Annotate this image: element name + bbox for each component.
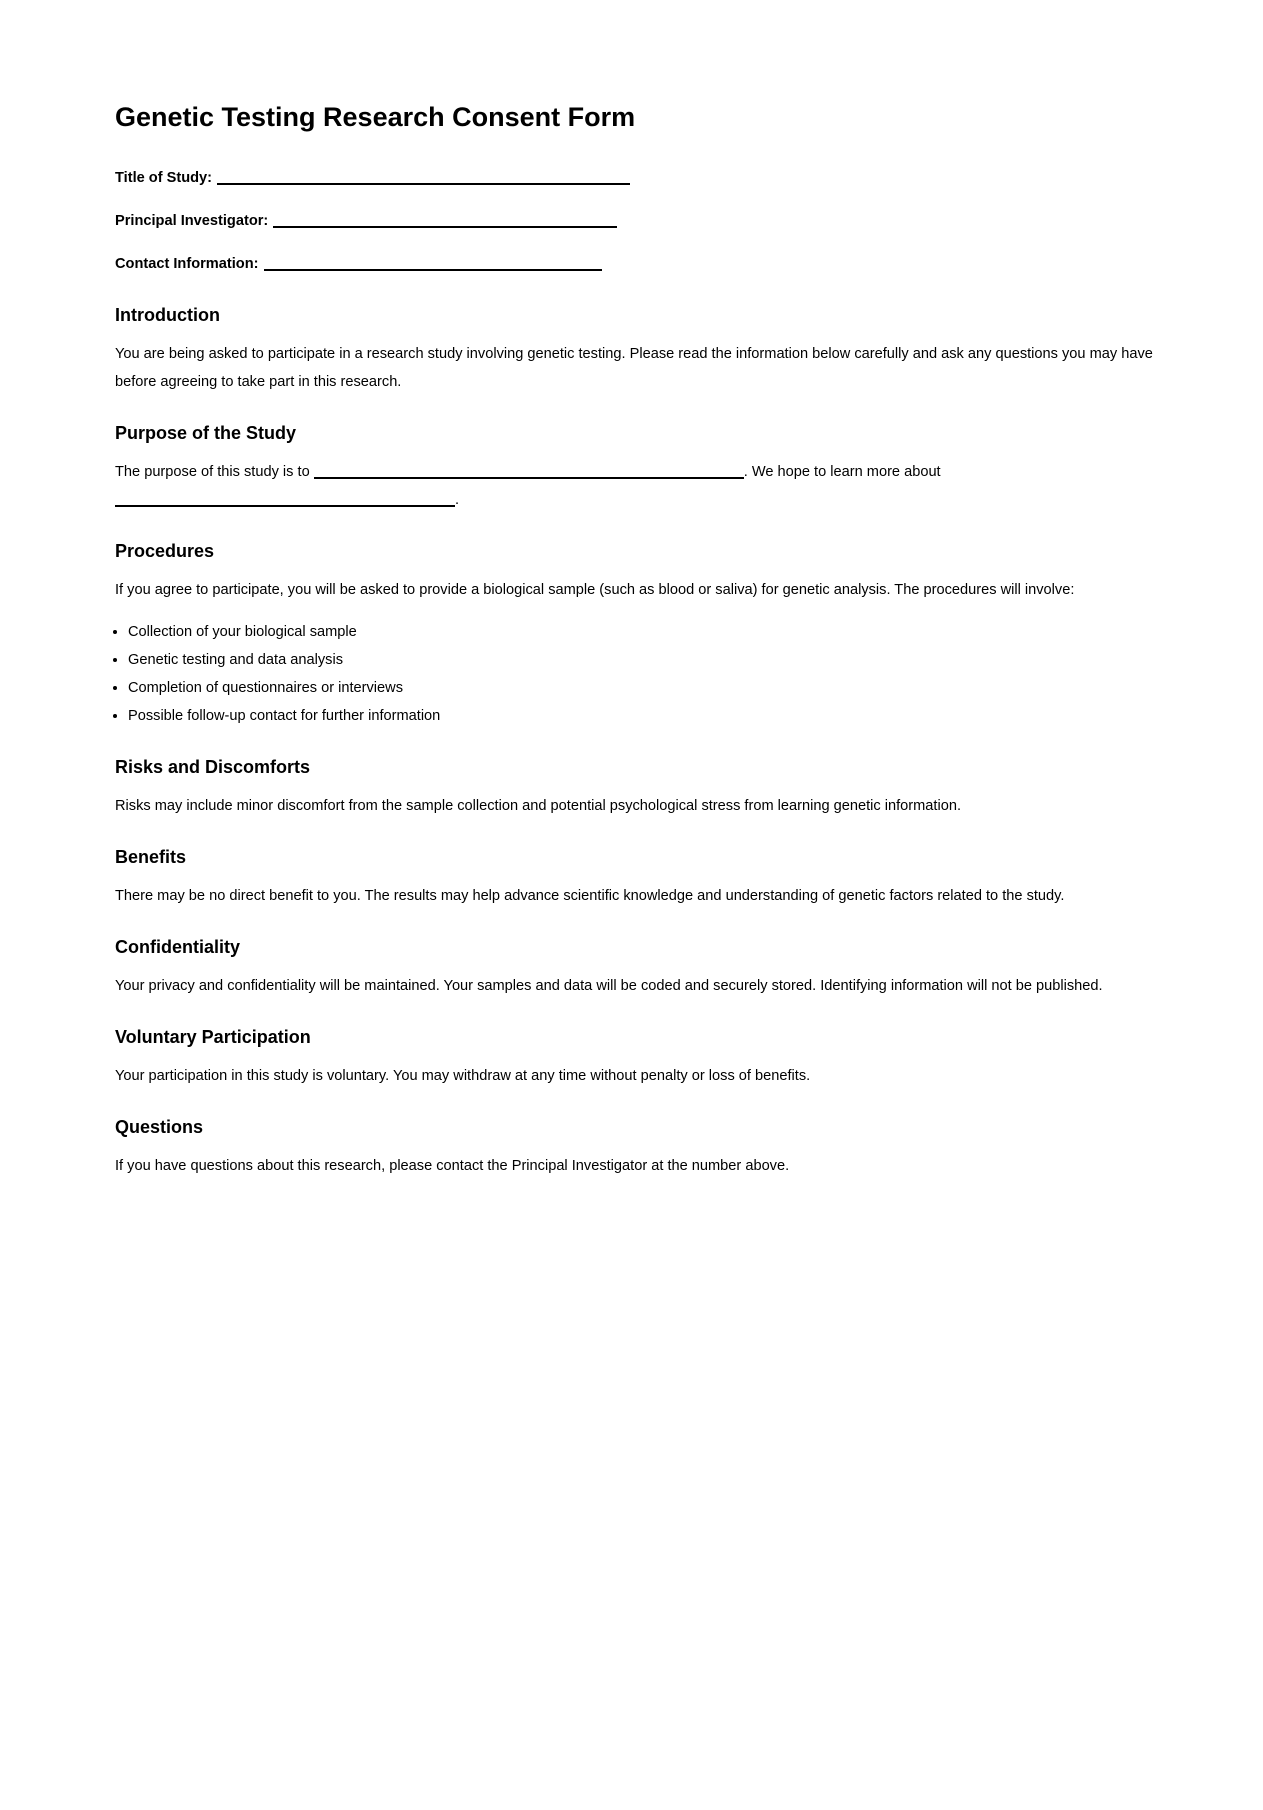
fill-in-blank-line bbox=[273, 212, 617, 228]
paragraph: The purpose of this study is to . We hope to learn more about . bbox=[115, 464, 941, 508]
section-heading-introduction: Introduction bbox=[115, 305, 220, 325]
section-heading-purpose-of-the-study: Purpose of the Study bbox=[115, 423, 297, 443]
field-title-of-study bbox=[115, 164, 1157, 192]
fill-in-blank-line bbox=[264, 255, 602, 271]
section-heading-benefits: Benefits bbox=[115, 847, 187, 867]
section-heading-voluntary-participation: Voluntary Participation bbox=[115, 1027, 311, 1047]
paragraph: Your privacy and confidentiality will be maintained. Your samples and data will be coded and securely stored. Identifying information will not be published. bbox=[115, 978, 1103, 994]
list-item: • Completion of questionnaires or interviews bbox=[128, 674, 1157, 702]
paragraph: Your participation in this study is voluntary. You may withdraw at any time without penalty or loss of benefits. bbox=[115, 1068, 811, 1084]
field-label: Title of Study: bbox=[115, 170, 213, 186]
fill-in-blank-line bbox=[314, 463, 744, 479]
header-fields bbox=[115, 164, 1157, 278]
document-sections bbox=[115, 304, 1157, 1180]
field-label: Contact Information: bbox=[115, 256, 259, 272]
list-item: • Collection of your biological sample bbox=[128, 618, 1157, 646]
section-heading-questions: Questions bbox=[115, 1117, 204, 1137]
section-heading-procedures: Procedures bbox=[115, 541, 215, 561]
paragraph: You are being asked to participate in a research study involving genetic testing. Please read the information below carefully and ask any questions you may have before agreeing to take part in this research. bbox=[115, 346, 1153, 390]
fill-in-blank-line bbox=[115, 491, 455, 507]
field-label: Principal Investigator: bbox=[115, 213, 269, 229]
paragraph: If you have questions about this research, please contact the Principal Investigator at the number above. bbox=[115, 1158, 790, 1174]
paragraph: There may be no direct benefit to you. The results may help advance scientific knowledge and understanding of genetic factors related to the study. bbox=[115, 888, 1065, 904]
paragraph: Risks may include minor discomfort from the sample collection and potential psychological stress from learning genetic information. bbox=[115, 798, 962, 814]
list-item: • Genetic testing and data analysis bbox=[128, 646, 1157, 674]
list-item: • Possible follow-up contact for further information bbox=[128, 702, 1157, 730]
field-contact-information bbox=[115, 250, 1157, 278]
bullet-list bbox=[115, 618, 1157, 730]
paragraph: If you agree to participate, you will be asked to provide a biological sample (such as blood or saliva) for genetic analysis. The procedures will involve: bbox=[115, 582, 1075, 598]
field-principal-investigator bbox=[115, 207, 1157, 235]
fill-in-blank-line bbox=[217, 169, 630, 185]
section-heading-risks-and-discomforts: Risks and Discomforts bbox=[115, 757, 311, 777]
section-heading-confidentiality: Confidentiality bbox=[115, 937, 240, 957]
document-title: Genetic Testing Research Consent Form bbox=[115, 102, 636, 132]
